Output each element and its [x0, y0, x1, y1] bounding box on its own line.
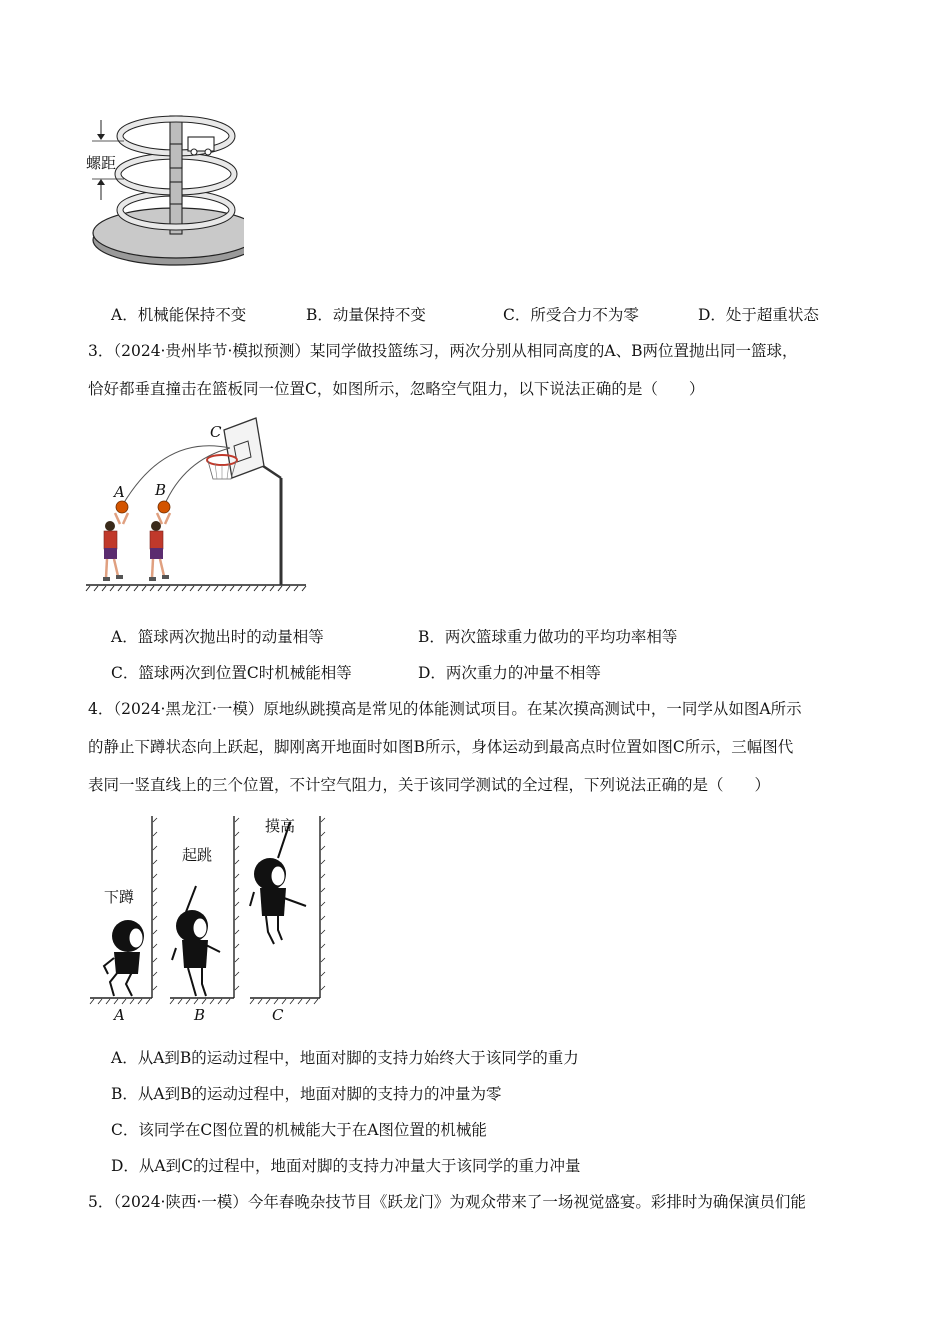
label-pos-a: A [114, 1006, 125, 1024]
q3-option-b[interactable]: B．两次篮球重力做功的平均功率相等 [418, 628, 678, 646]
q2-option-b[interactable]: B．动量保持不变 [306, 306, 426, 324]
q4-option-a[interactable]: A．从A到B的运动过程中，地面对脚的支持力始终大于该同学的重力 [111, 1049, 579, 1067]
q4-stem-line3: 表同一竖直线上的三个位置，不计空气阻力，关于该同学测试的全过程，下列说法正确的是（ ） [88, 776, 771, 794]
pitch-label: 螺距 [86, 154, 117, 172]
label-touch: 摸高 [265, 817, 296, 835]
label-c: C [210, 423, 222, 441]
q2-option-a[interactable]: A．机械能保持不变 [111, 306, 247, 324]
q3-option-c[interactable]: C．篮球两次到位置C时机械能相等 [111, 664, 352, 682]
q2-option-c[interactable]: C．所受合力不为零 [503, 306, 639, 324]
label-pos-b: B [194, 1006, 206, 1024]
q3-stem-line1: 3．（2024·贵州毕节·模拟预测）某同学做投篮练习，两次分别从相同高度的A、B两位置抛出同一篮球， [88, 342, 798, 360]
label-squat: 下蹲 [104, 888, 135, 906]
q4-option-c[interactable]: C．该同学在C图位置的机械能大于在A图位置的机械能 [111, 1121, 487, 1139]
label-b: B [155, 481, 167, 499]
label-a: A [114, 483, 125, 501]
q5-stem-line1: 5．（2024·陕西·一模）今年春晚杂技节目《跃龙门》为观众带来了一场视觉盛宴。彩排时为确保演员们能 [88, 1193, 806, 1211]
q4-stem-line1: 4．（2024·黑龙江·一模）原地纵跳摸高是常见的体能测试项目。在某次摸高测试中，一同学从如图A所示 [88, 700, 802, 718]
q4-option-b[interactable]: B．从A到B的运动过程中，地面对脚的支持力的冲量为零 [111, 1085, 502, 1103]
q3-option-a[interactable]: A．篮球两次抛出时的动量相等 [111, 628, 324, 646]
basketball-drawing [84, 412, 314, 592]
q3-stem-line2: 恰好都垂直撞击在篮板同一位置C，如图所示，忽略空气阻力，以下说法正确的是（ ） [88, 380, 705, 398]
spiral-slide-drawing [84, 110, 244, 285]
q2-option-d[interactable]: D．处于超重状态 [698, 306, 819, 324]
q4-stem-line2: 的静止下蹲状态向上跃起，脚刚离开地面时如图B所示，身体运动到最高点时位置如图C所示，三幅图代 [88, 738, 794, 756]
q3-option-d[interactable]: D．两次重力的冲量不相等 [418, 664, 601, 682]
q4-option-d[interactable]: D．从A到C的过程中，地面对脚的支持力冲量大于该同学的重力冲量 [111, 1157, 581, 1175]
label-pos-c: C [272, 1006, 284, 1024]
label-jump: 起跳 [182, 846, 213, 864]
basketball-figure [84, 412, 314, 592]
vertical-jump-figure [84, 812, 334, 1027]
spiral-slide-figure [84, 110, 244, 285]
